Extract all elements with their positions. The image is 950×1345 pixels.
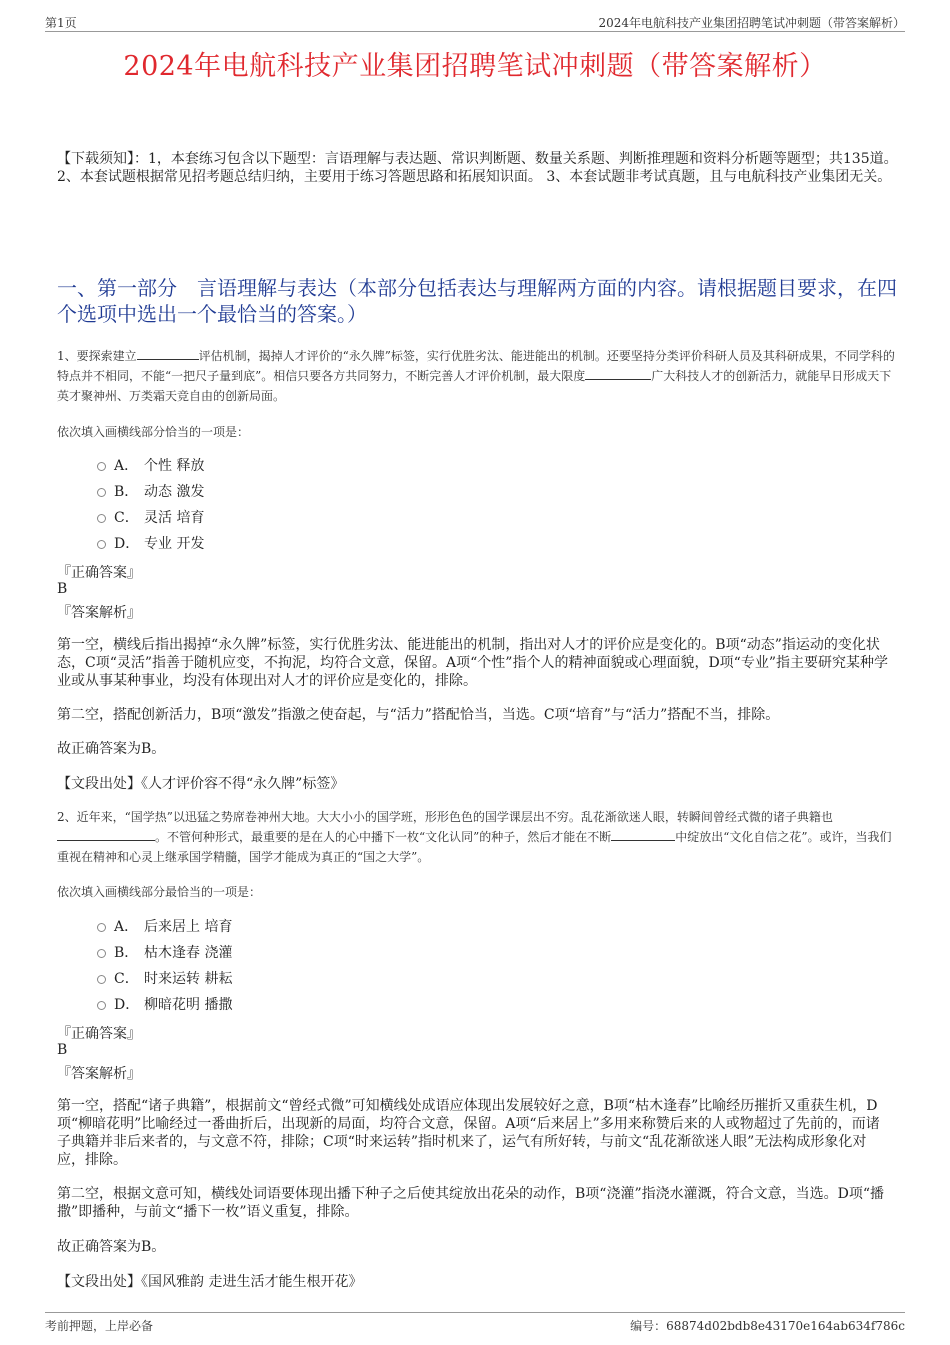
footer-slogan: 考前押题，上岸必备 — [45, 1319, 154, 1333]
blank-line — [585, 368, 651, 380]
q2-analysis-para-2: 第二空，根据文意可知，横线处词语要体现出播下种子之后使其绽放出花朵的动作，B项“浇灌”指浇水灌溉，符合文意，当选。D项“播撒”即播种，与前文“播下一枚”语义重复，排除。 — [57, 1186, 884, 1220]
option-text: 个性 释放 — [144, 458, 205, 474]
q2-option-a[interactable] — [97, 917, 232, 937]
option-letter: C． — [114, 510, 139, 526]
q2-stem-part-a: 2、近年来，“国学热”以迅猛之势席卷神州大地。大大小小的国学班，形形色色的国学课层出不穷。乱花渐欲迷人眼，转瞬间曾经式微的诸子典籍也 — [57, 810, 833, 824]
radio-icon[interactable] — [97, 540, 106, 549]
radio-icon[interactable] — [97, 1001, 106, 1010]
option-text: 时来运转 耕耘 — [144, 971, 233, 987]
q1-correct-label: 『正确答案』 — [57, 565, 141, 581]
download-notice: 【下载须知】：1，本套练习包含以下题型：言语理解与表达题、常识判断题、数量关系题、判断推理题和资料分析题等题型；共135道。 2、本套试题根据常见招考题总结归纳，主要用于练习答题思路和拓展知识面。 3、本套试题非考试真题，且与电航科技产业集团无关。 — [57, 151, 898, 185]
question-2-stem — [57, 807, 897, 867]
header-doc-title: 2024年电航科技产业集团招聘笔试冲刺题（带答案解析） — [598, 16, 905, 30]
footer-doc-id: 编号：68874d02bdb8e43170e164ab634f786c — [630, 1319, 905, 1333]
option-letter: C． — [114, 971, 139, 987]
page-header — [45, 12, 905, 32]
option-text: 专业 开发 — [144, 536, 205, 552]
q1-analysis-para-1: 第一空，横线后指出揭掉“永久牌”标签，实行优胜劣汰、能进能出的机制，指出对人才的评价应是变化的。B项“动态”指运动的变化状态，C项“灵活”指善于随机应变，不拘泥，均符合文意，保留。A项“个性”指个人的精神面貌或心理面貌，D项“专业”指主要研究某种学业或从事某种事业，均没有体现出对人才的评价应是变化的，排除。 — [57, 637, 888, 689]
q1-option-b[interactable] — [97, 482, 204, 502]
q2-option-d[interactable] — [97, 995, 232, 1015]
q1-answer: B — [57, 581, 68, 597]
q2-source: 【文段出处】《国风雅韵 走进生活才能生根开花》 — [57, 1274, 363, 1290]
q2-stem-part-b: 。不管何种形式，最重要的是在人的心中播下一枚“文化认同”的种子，然后才能在不断 — [155, 830, 612, 844]
option-letter: B． — [114, 945, 139, 961]
q2-correct-label: 『正确答案』 — [57, 1026, 141, 1042]
option-letter: A． — [114, 919, 139, 935]
option-text: 动态 激发 — [144, 484, 205, 500]
q1-analysis-para-2: 第二空，搭配创新活力，B项“激发”指激之使奋起，与“活力”搭配恰当，当选。C项“培育”与“活力”搭配不当，排除。 — [57, 707, 780, 723]
radio-icon[interactable] — [97, 514, 106, 523]
q1-stem-part-a: 1、要探索建立 — [57, 349, 137, 363]
option-letter: D． — [114, 997, 140, 1013]
q1-stem-part-c: 广大科技人才的创新活力，就能早日形成天下英才聚神州、万类霜天竞自由的创新局面。 — [57, 369, 892, 403]
radio-icon[interactable] — [97, 488, 106, 497]
q1-option-a[interactable] — [97, 456, 204, 476]
q2-analysis-label: 『答案解析』 — [57, 1066, 141, 1082]
page-number: 第1页 — [45, 16, 77, 30]
option-text: 后来居上 培育 — [144, 919, 233, 935]
radio-icon[interactable] — [97, 923, 106, 932]
radio-icon[interactable] — [97, 949, 106, 958]
q1-option-d[interactable] — [97, 534, 204, 554]
section-heading: 一、第一部分 言语理解与表达（本部分包括表达与理解两方面的内容。请根据题目要求，在四个选项中选出一个最恰当的答案。） — [57, 276, 897, 326]
q1-option-c[interactable] — [97, 508, 204, 528]
option-letter: D． — [114, 536, 140, 552]
q2-option-c[interactable] — [97, 969, 232, 989]
option-letter: A． — [114, 458, 139, 474]
blank-line — [611, 829, 675, 841]
q2-analysis-para-1: 第一空，搭配“诸子典籍”，根据前文“曾经式微”可知横线处成语应体现出发展较好之意，B项“枯木逢春”比喻经历摧折又重获生机，D项“柳暗花明”比喻经过一番曲折后，出现新的局面，均符合文意，保留。A项“后来居上”多用来称赞后来的人或物超过了先前的，而诸子典籍并非后来者的，与文意不符，排除；C项“时来运转”指时机来了，运气有所好转，与前文“乱花渐欲迷人眼”无法构成形象化对应，排除。 — [57, 1098, 880, 1168]
question-1-stem — [57, 346, 897, 406]
q2-analysis-para-3: 故正确答案为B。 — [57, 1239, 166, 1255]
blank-line — [57, 829, 155, 841]
q2-stem-part-c: 中绽放出“文化自信之花”。或许，当我们重视在精神和心灵上继承国学精髓，国学才能成为真正的“国之大学”。 — [57, 830, 892, 864]
q1-prompt: 依次填入画横线部分恰当的一项是： — [57, 425, 250, 439]
option-text: 灵活 培育 — [144, 510, 205, 526]
radio-icon[interactable] — [97, 975, 106, 984]
q2-answer: B — [57, 1042, 68, 1058]
blank-line — [137, 348, 199, 360]
page-footer — [45, 1312, 905, 1333]
q1-analysis-label: 『答案解析』 — [57, 605, 141, 621]
option-text: 柳暗花明 播撒 — [144, 997, 233, 1013]
q2-option-b[interactable] — [97, 943, 232, 963]
option-text: 枯木逢春 浇灌 — [144, 945, 233, 961]
q2-prompt: 依次填入画横线部分最恰当的一项是： — [57, 885, 262, 899]
radio-icon[interactable] — [97, 462, 106, 471]
q1-analysis-para-3: 故正确答案为B。 — [57, 741, 166, 757]
q1-source: 【文段出处】《人才评价容不得“永久牌”标签》 — [57, 776, 345, 792]
q1-stem-part-b: 评估机制，揭掉人才评价的“永久牌”标签，实行优胜劣汰、能进能出的机制。还要坚持分类评价科研人员及其科研成果，不同学科的特点并不相同，不能“一把尺子量到底”。相信只要各方共同努力，不断完善人才评价机制，最大限度 — [57, 349, 895, 383]
option-letter: B． — [114, 484, 139, 500]
page-title: 2024年电航科技产业集团招聘笔试冲刺题（带答案解析） — [123, 51, 827, 82]
